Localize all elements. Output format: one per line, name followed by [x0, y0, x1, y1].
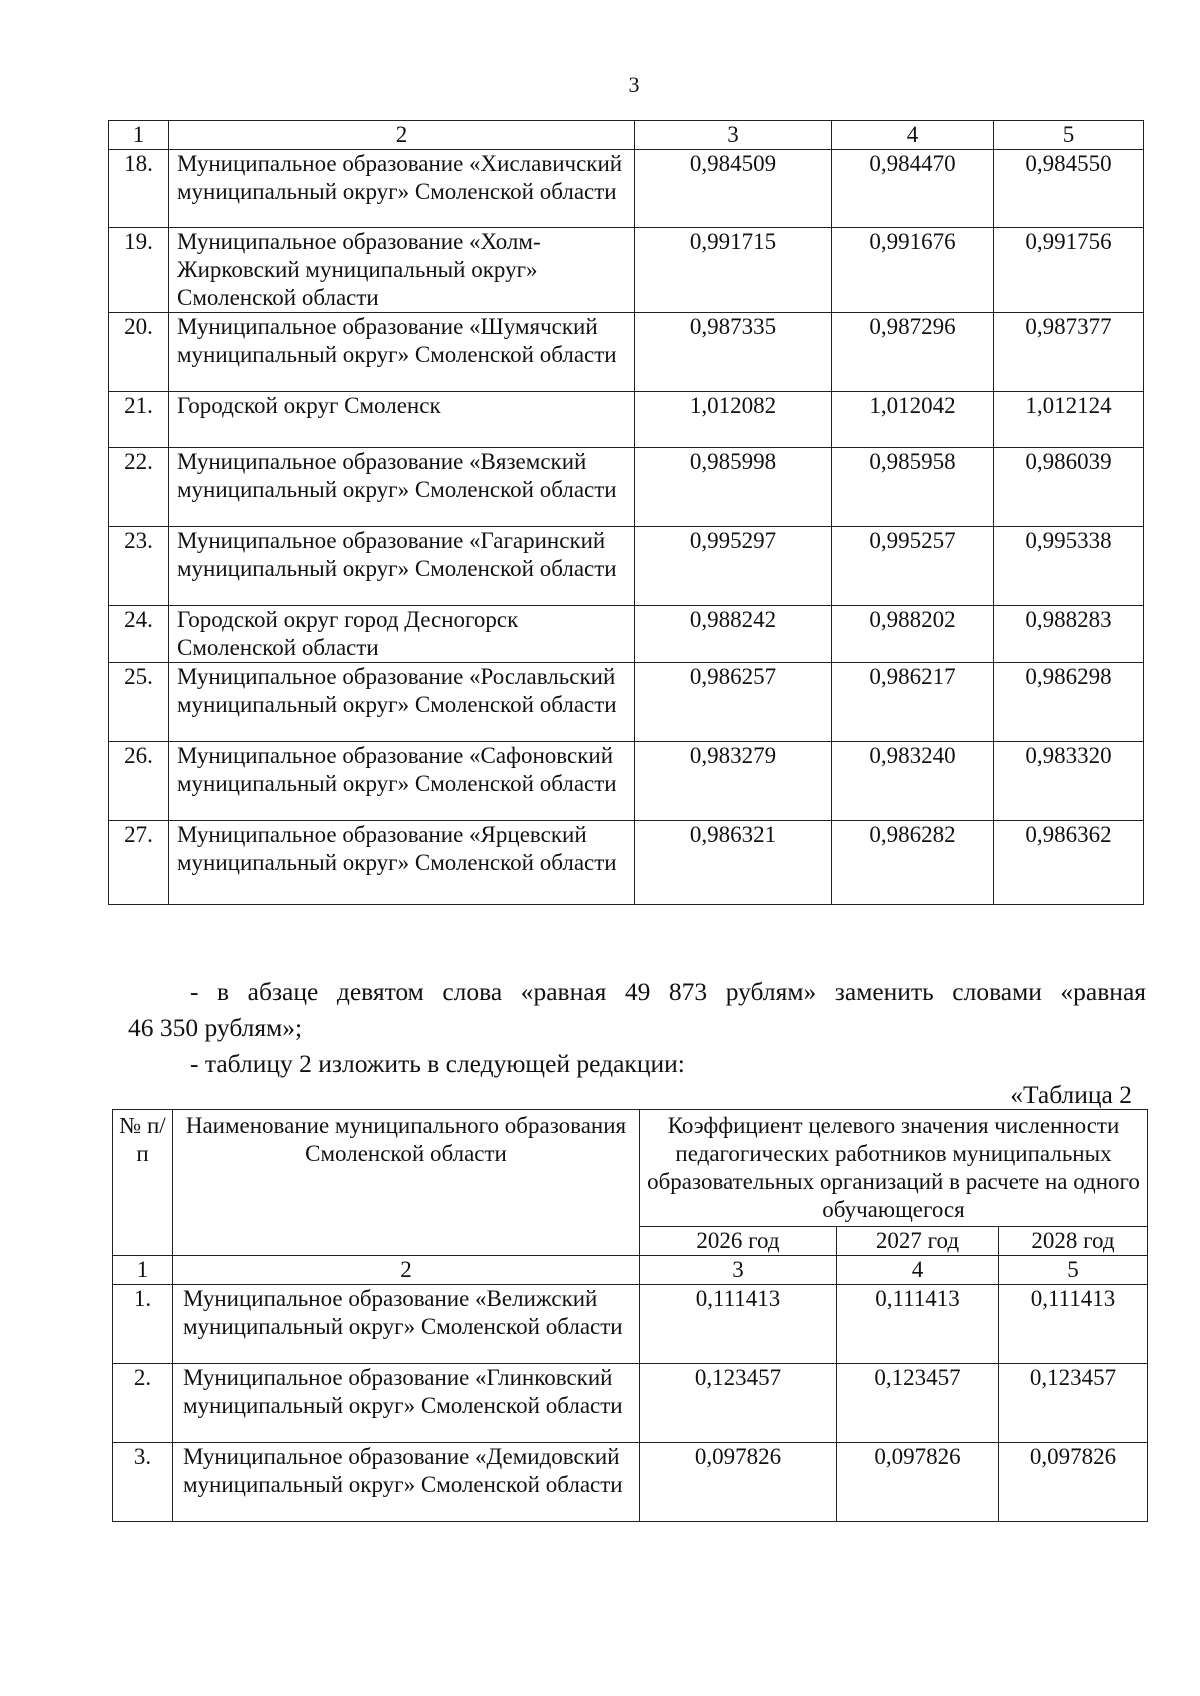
value-2027: 0,995257: [832, 527, 994, 606]
row-number: 2.: [113, 1364, 173, 1443]
table-row: [109, 606, 1144, 663]
row-number: 20.: [109, 313, 169, 392]
table-header-row: [113, 1110, 1148, 1227]
municipality-name: Муниципальное образование «Хиславичский муниципальный округ» Смоленской области: [169, 150, 635, 228]
value-2026: 0,984509: [635, 150, 832, 228]
municipality-name: Муниципальное образование «Холм-Жирковский муниципальный округ» Смоленской области: [169, 228, 635, 313]
municipality-name: Муниципальное образование «Шумячский муниципальный округ» Смоленской области: [169, 313, 635, 392]
row-number: 3.: [113, 1443, 173, 1522]
coefficient-table-continued: [108, 120, 1144, 905]
row-number: 1.: [113, 1285, 173, 1364]
row-number: 24.: [109, 606, 169, 663]
header-year: 2028 год: [999, 1227, 1148, 1256]
value-2026: 0,987335: [635, 313, 832, 392]
row-number: 26.: [109, 742, 169, 821]
value-2026: 0,991715: [635, 228, 832, 313]
value-2026: 0,986257: [635, 663, 832, 742]
amendment-paragraph-1: [128, 974, 1146, 1046]
value-2028: 0,988283: [994, 606, 1144, 663]
municipality-name: Муниципальное образование «Гагаринский муниципальный округ» Смоленской области: [169, 527, 635, 606]
table-row: [109, 228, 1144, 313]
value-2027: 0,986282: [832, 821, 994, 905]
value-2028: 0,983320: [994, 742, 1144, 821]
header-cell: 5: [999, 1256, 1148, 1285]
table-row: [109, 742, 1144, 821]
municipality-name: Городской округ Смоленск: [169, 392, 635, 448]
table-row: [113, 1443, 1148, 1522]
header-cell: 1: [109, 121, 169, 150]
value-2028: 0,991756: [994, 228, 1144, 313]
municipality-name: Муниципальное образование «Ярцевский муниципальный округ» Смоленской области: [169, 821, 635, 905]
table-row: [109, 821, 1144, 905]
value-2026: 0,111413: [640, 1285, 837, 1364]
value-2026: 0,988242: [635, 606, 832, 663]
header-num: № п/п: [113, 1110, 173, 1256]
table-row: [109, 392, 1144, 448]
header-name: Наименование муниципального образования Смоленской области: [173, 1110, 640, 1256]
header-year: 2026 год: [640, 1227, 837, 1256]
value-2026: 0,123457: [640, 1364, 837, 1443]
row-number: 21.: [109, 392, 169, 448]
header-cell: 2: [169, 121, 635, 150]
table-row: [109, 313, 1144, 392]
value-2027: 0,097826: [837, 1443, 999, 1522]
municipality-name: Муниципальное образование «Велижский муниципальный округ» Смоленской области: [173, 1285, 640, 1364]
value-2027: 0,983240: [832, 742, 994, 821]
row-number: 25.: [109, 663, 169, 742]
table-row: [109, 150, 1144, 228]
value-2028: 0,995338: [994, 527, 1144, 606]
table-header-row: [109, 121, 1144, 150]
table-row: [109, 527, 1144, 606]
value-2028: 0,097826: [999, 1443, 1148, 1522]
value-2026: 0,986321: [635, 821, 832, 905]
value-2027: 0,984470: [832, 150, 994, 228]
row-number: 19.: [109, 228, 169, 313]
value-2027: 0,985958: [832, 448, 994, 527]
header-year: 2027 год: [837, 1227, 999, 1256]
header-cell: 3: [640, 1256, 837, 1285]
municipality-name: Городской округ город Десногорск Смоленской области: [169, 606, 635, 663]
amendment-paragraph-2: - таблицу 2 изложить в следующей редакции:: [190, 1049, 685, 1078]
row-number: 22.: [109, 448, 169, 527]
value-2028: 0,986298: [994, 663, 1144, 742]
header-cell: 5: [994, 121, 1144, 150]
municipality-name: Муниципальное образование «Демидовский муниципальный округ» Смоленской области: [173, 1443, 640, 1522]
value-2028: 0,986039: [994, 448, 1144, 527]
value-2028: 0,987377: [994, 313, 1144, 392]
header-cell: 4: [832, 121, 994, 150]
table-row: [109, 448, 1144, 527]
table-caption: «Таблица 2: [1010, 1080, 1132, 1109]
value-2028: 1,012124: [994, 392, 1144, 448]
value-2026: 1,012082: [635, 392, 832, 448]
row-number: 23.: [109, 527, 169, 606]
page-number: 3: [628, 72, 640, 97]
header-cell: 1: [113, 1256, 173, 1285]
row-number: 27.: [109, 821, 169, 905]
value-2026: 0,985998: [635, 448, 832, 527]
paragraph-line: - в абзаце девятом слова «равная 49 873 рублям» заменить словами «равная: [190, 977, 1146, 1006]
value-2027: 1,012042: [832, 392, 994, 448]
value-2028: 0,111413: [999, 1285, 1148, 1364]
value-2026: 0,983279: [635, 742, 832, 821]
table-header-numbers: [113, 1256, 1148, 1285]
header-coefficient: Коэффициент целевого значения численности педагогических работников муниципальных образовательных организаций в расчете на одного обучающегося: [640, 1110, 1148, 1227]
value-2027: 0,123457: [837, 1364, 999, 1443]
value-2028: 0,984550: [994, 150, 1144, 228]
municipality-name: Муниципальное образование «Сафоновский муниципальный округ» Смоленской области: [169, 742, 635, 821]
table-row: [109, 663, 1144, 742]
value-2028: 0,986362: [994, 821, 1144, 905]
header-cell: 2: [173, 1256, 640, 1285]
table-row: [113, 1364, 1148, 1443]
value-2027: 0,111413: [837, 1285, 999, 1364]
value-2028: 0,123457: [999, 1364, 1148, 1443]
row-number: 18.: [109, 150, 169, 228]
value-2027: 0,987296: [832, 313, 994, 392]
municipality-name: Муниципальное образование «Рославльский муниципальный округ» Смоленской области: [169, 663, 635, 742]
header-cell: 4: [837, 1256, 999, 1285]
value-2026: 0,995297: [635, 527, 832, 606]
value-2027: 0,991676: [832, 228, 994, 313]
paragraph-line: 46 350 рублям»;: [128, 1013, 303, 1042]
table-row: [113, 1285, 1148, 1364]
coefficient-table-2: [112, 1109, 1148, 1522]
municipality-name: Муниципальное образование «Глинковский муниципальный округ» Смоленской области: [173, 1364, 640, 1443]
value-2026: 0,097826: [640, 1443, 837, 1522]
value-2027: 0,988202: [832, 606, 994, 663]
value-2027: 0,986217: [832, 663, 994, 742]
header-cell: 3: [635, 121, 832, 150]
municipality-name: Муниципальное образование «Вяземский муниципальный округ» Смоленской области: [169, 448, 635, 527]
